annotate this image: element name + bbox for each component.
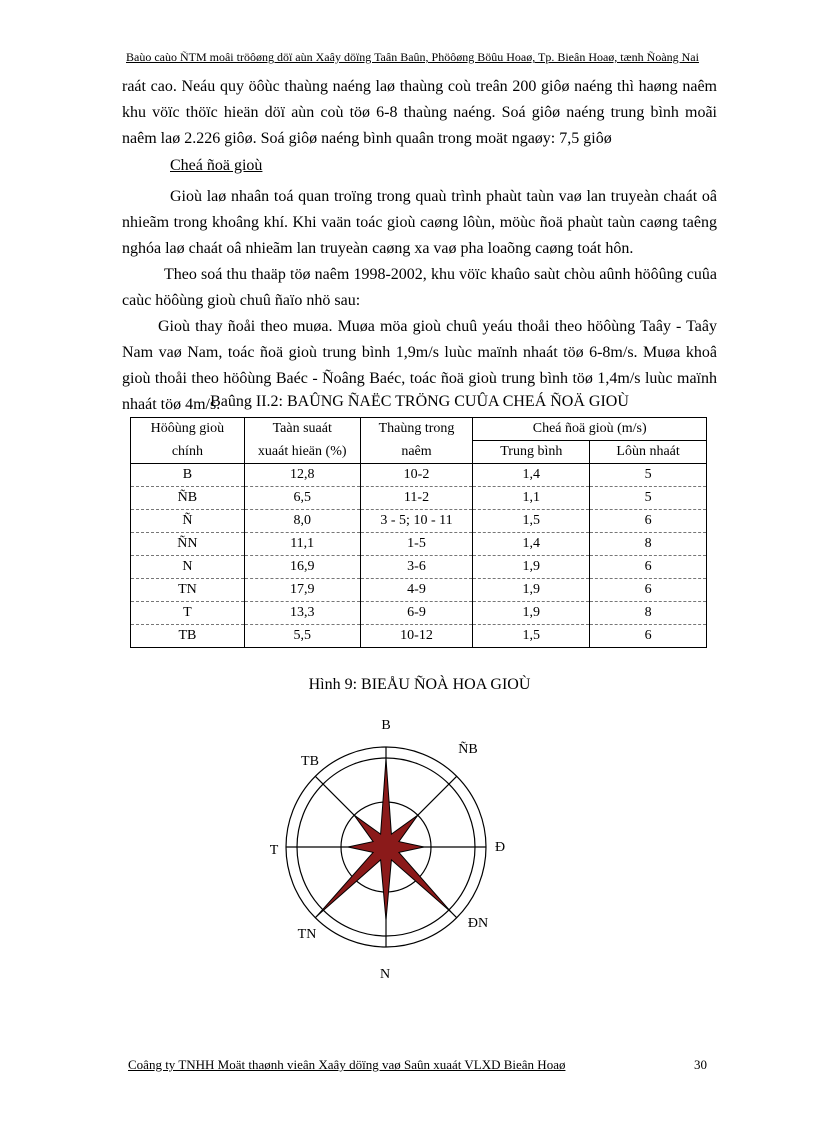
paragraph-wind-season: Gioù thay ñoåi theo muøa. Muøa möa gioù chuû yeáu thoåi theo höôùng Taây - Taây Nam vaø Nam, toác ñoä gioù trung bình 1,9m/s luùc maïnh nhaát töø 6-8m/s. Muøa khoâ gioù thoåi theo höôùng Baéc - Ñoâng Baéc, toác ñoä gioù trung bình töø 1,4m/s luùc maïnh nhaát töø 4m/s. <box>122 318 717 413</box>
cell-frequency: 8,0 <box>244 510 360 533</box>
table-row <box>131 533 707 556</box>
cell-months: 4-9 <box>360 579 473 602</box>
label-north: B <box>381 718 391 733</box>
cell-speed-max: 6 <box>590 579 707 602</box>
header-direction-2: chính <box>131 441 245 464</box>
wind-rose-chart <box>256 710 516 990</box>
label-northwest: TB <box>301 754 319 769</box>
table-row <box>131 556 707 579</box>
table-row <box>131 602 707 625</box>
table-row <box>131 464 707 487</box>
page-number: 30 <box>694 1057 707 1072</box>
label-southeast: ĐN <box>467 916 489 931</box>
table-row <box>131 487 707 510</box>
cell-speed-max: 8 <box>590 602 707 625</box>
cell-direction: N <box>131 556 245 579</box>
cell-speed-avg: 1,5 <box>473 625 590 648</box>
cell-speed-avg: 1,4 <box>473 464 590 487</box>
header-frequency: Taàn suaát <box>244 418 360 441</box>
cell-speed-avg: 1,9 <box>473 556 590 579</box>
cell-speed-avg: 1,5 <box>473 510 590 533</box>
page-header: Baùo caùo ÑTM moâi tröôøng döï aùn Xaây döïng Taân Baûn, Phöôøng Böûu Hoaø, Tp. Bieân Hoaø, tænh Ñoàng Nai <box>126 50 699 64</box>
cell-direction: T <box>131 602 245 625</box>
cell-months: 6-9 <box>360 602 473 625</box>
cell-direction: ÑN <box>131 533 245 556</box>
cell-speed-max: 6 <box>590 556 707 579</box>
label-northeast: ÑB <box>458 742 478 757</box>
cell-speed-avg: 1,1 <box>473 487 590 510</box>
header-months: Thaùng trong <box>360 418 473 441</box>
cell-frequency: 5,5 <box>244 625 360 648</box>
paragraph-sunshine: raát cao. Neáu quy öôùc thaùng naéng laø thaùng coù treân 200 giôø naéng thì haøng naêm khu vöïc thöïc hieän döï aùn coù töø 6-8 thaùng naéng. Soá giôø naéng trung bình moãi naêm laø 2.226 giôø. Soá giôø naéng bình quaân trong moät ngaøy: 7,5 giôø <box>122 78 717 147</box>
paragraph-wind-intro: Gioù laø nhaân toá quan troïng trong quaù trình phaùt taùn vaø lan truyeàn chaát oâ nhieãm trong khoâng khí. Khi vaän toác gioù caøng lôùn, möùc ñoä phaùt taùn caøng taêng nghóa laø chaát oâ nhieãm lan truyeàn caøng xa vaø pha loaõng caøng toát hôn. <box>122 188 717 257</box>
wind-table <box>130 417 707 648</box>
cell-frequency: 13,3 <box>244 602 360 625</box>
page-footer: Coâng ty TNHH Moät thaønh vieân Xaây döïng vaø Saûn xuaát VLXD Bieân Hoaø <box>128 1057 566 1072</box>
cell-direction: B <box>131 464 245 487</box>
table-row <box>131 510 707 533</box>
cell-speed-avg: 1,9 <box>473 602 590 625</box>
cell-direction: TN <box>131 579 245 602</box>
table-row <box>131 625 707 648</box>
cell-months: 3-6 <box>360 556 473 579</box>
header-direction: Höôùng gioù <box>131 418 245 441</box>
cell-months: 10-12 <box>360 625 473 648</box>
header-frequency-2: xuaát hieän (%) <box>244 441 360 464</box>
label-south: N <box>379 967 391 982</box>
cell-frequency: 12,8 <box>244 464 360 487</box>
cell-months: 11-2 <box>360 487 473 510</box>
table-row <box>131 579 707 602</box>
cell-speed-avg: 1,4 <box>473 533 590 556</box>
cell-frequency: 6,5 <box>244 487 360 510</box>
header-speed-max: Lôùn nhaát <box>590 441 707 464</box>
header-speed-avg: Trung bình <box>473 441 590 464</box>
cell-months: 1-5 <box>360 533 473 556</box>
cell-months: 3 - 5; 10 - 11 <box>360 510 473 533</box>
cell-direction: TB <box>131 625 245 648</box>
label-southwest: TN <box>297 927 317 942</box>
cell-frequency: 16,9 <box>244 556 360 579</box>
label-east: Đ <box>494 840 506 855</box>
label-west: T <box>269 843 279 858</box>
cell-direction: Ñ <box>131 510 245 533</box>
cell-months: 10-2 <box>360 464 473 487</box>
cell-speed-max: 8 <box>590 533 707 556</box>
cell-frequency: 11,1 <box>244 533 360 556</box>
figure-caption: Hình 9: BIEÅU ÑOÀ HOA GIOÙ <box>308 676 531 693</box>
paragraph-wind-data: Theo soá thu thaäp töø naêm 1998-2002, khu vöïc khaûo saùt chòu aûnh höôûng cuûa caùc höôùng gioù chuû ñaïo nhö sau: <box>122 266 717 309</box>
cell-frequency: 17,9 <box>244 579 360 602</box>
header-speed-group: Cheá ñoä gioù (m/s) <box>473 418 707 441</box>
cell-speed-max: 5 <box>590 464 707 487</box>
cell-speed-max: 5 <box>590 487 707 510</box>
header-months-2: naêm <box>360 441 473 464</box>
section-heading-wind: Cheá ñoä gioù <box>170 157 263 174</box>
cell-speed-avg: 1,9 <box>473 579 590 602</box>
cell-direction: ÑB <box>131 487 245 510</box>
table-caption: Baûng II.2: BAÛNG ÑAËC TRÖNG CUÛA CHEÁ ÑOÄ GIOÙ <box>210 393 629 410</box>
cell-speed-max: 6 <box>590 510 707 533</box>
cell-speed-max: 6 <box>590 625 707 648</box>
